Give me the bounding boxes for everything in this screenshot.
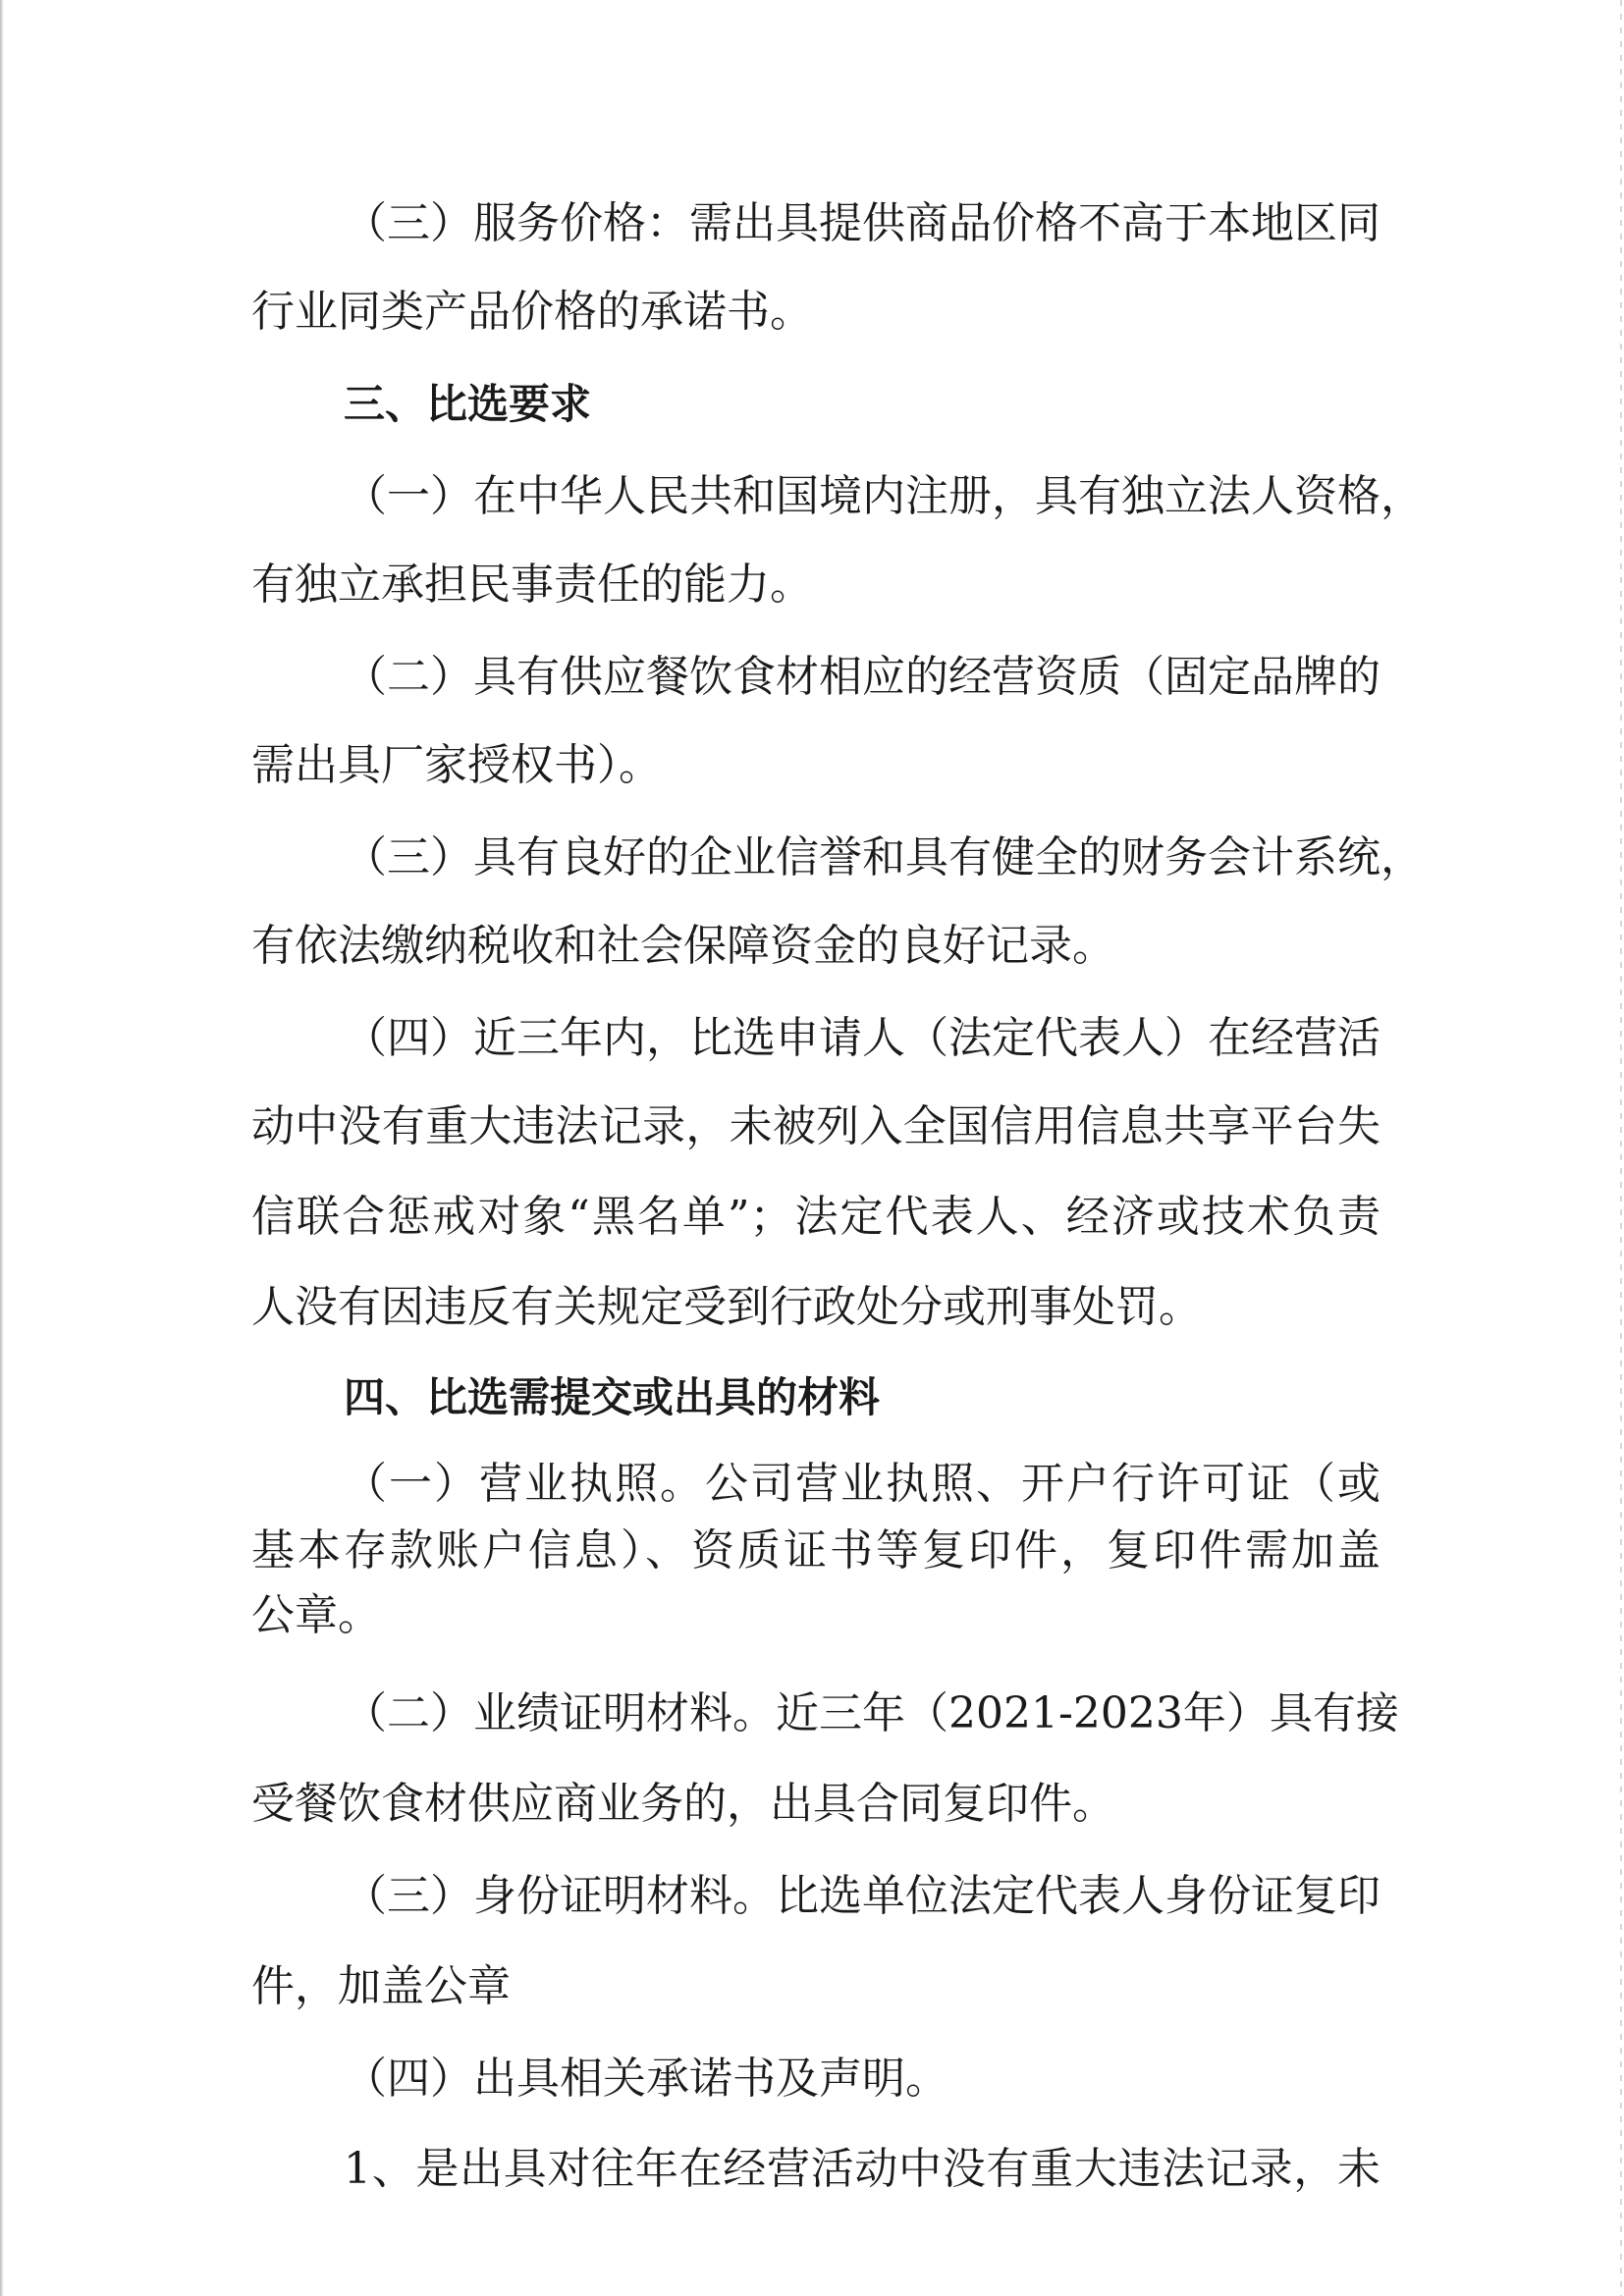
paragraph-line: （四）出具相关承诺书及声明。 (344, 2054, 948, 2104)
paragraph-line: 动中没有重大违法记录，未被列入全国信用信息共享平台失 (251, 1101, 1380, 1151)
scan-edge-right (1620, 0, 1622, 2296)
paragraph-line: （一）营业执照。公司营业执照、开户行许可证（或 (344, 1459, 1380, 1509)
paragraph-line: （一）在中华人民共和国境内注册，具有独立法人资格， (344, 471, 1424, 521)
paragraph-line: （四）近三年内，比选申请人（法定代表人）在经营活 (344, 1013, 1380, 1063)
paragraph-line: 基本存款账户信息）、资质证书等复印件，复印件需加盖 (251, 1525, 1380, 1575)
paragraph-line: 有依法缴纳税收和社会保障资金的良好记录。 (251, 921, 1115, 971)
paragraph-line: （三）身份证明材料。比选单位法定代表人身份证复印 (344, 1871, 1380, 1921)
paragraph-line: （三）服务价格：需出具提供商品价格不高于本地区同 (344, 198, 1380, 248)
scan-edge-left (0, 0, 4, 2296)
section-heading: 三、比选要求 (344, 380, 592, 428)
paragraph-line: （二）具有供应餐饮食材相应的经营资质（固定品牌的 (344, 652, 1380, 702)
paragraph-line: 有独立承担民事责任的能力。 (251, 560, 813, 610)
paragraph-line: （三）具有良好的企业信誉和具有健全的财务会计系统， (344, 832, 1424, 882)
paragraph-line: 1、是出具对往年在经营活动中没有重大违法记录，未 (344, 2144, 1380, 2194)
paragraph-line: 需出具厂家授权书）。 (251, 740, 662, 790)
paragraph-line: （二）业绩证明材料。近三年（2021-2023年）具有接 (344, 1688, 1399, 1738)
paragraph-line: 信联合惩戒对象“黑名单”；法定代表人、经济或技术负责 (251, 1192, 1380, 1242)
paragraph-line: 公章。 (251, 1590, 381, 1640)
paragraph-line: 行业同类产品价格的承诺书。 (251, 287, 813, 337)
paragraph-line: 受餐饮食材供应商业务的，出具合同复印件。 (251, 1779, 1115, 1829)
paragraph-line: 人没有因违反有关规定受到行政处分或刑事处罚。 (251, 1282, 1202, 1332)
paragraph-line: 件，加盖公章 (251, 1961, 511, 2011)
section-heading: 四、比选需提交或出具的材料 (344, 1373, 881, 1421)
